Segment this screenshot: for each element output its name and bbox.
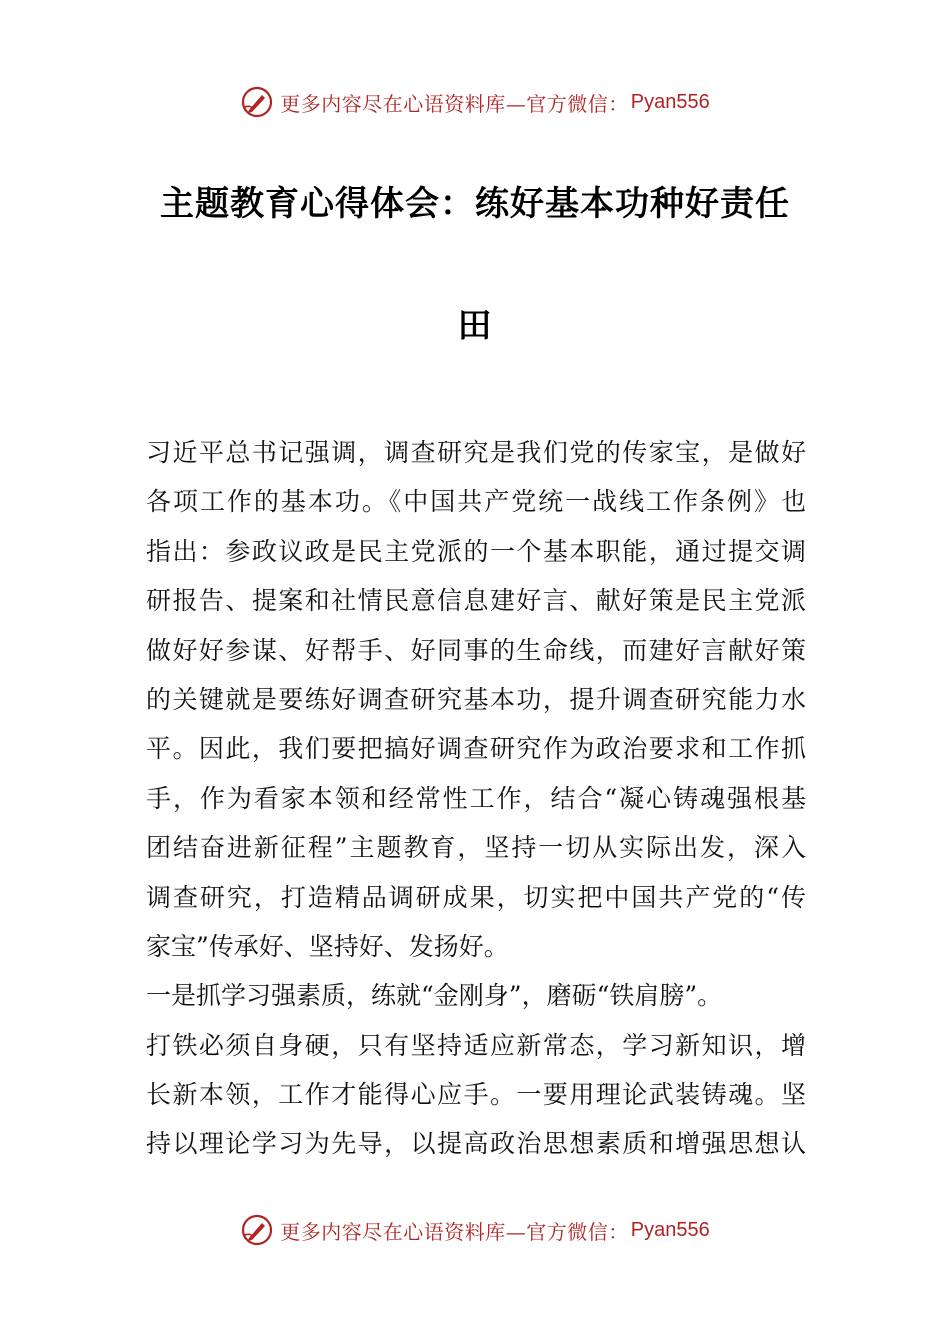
body-line: 研报告、提案和社情民意信息建好言、献好策是民主党派	[146, 586, 806, 616]
pen-logo-icon	[240, 85, 274, 119]
banner-text: 更多内容尽在心语资料库—官方微信：	[280, 1219, 629, 1244]
body-line: 平。因此，我们要把搞好调查研究作为政治要求和工作抓	[146, 734, 806, 764]
body-line: 指出：参政议政是民主党派的一个基本职能，通过提交调	[146, 536, 806, 566]
banner-text: 更多内容尽在心语资料库—官方微信：	[280, 91, 629, 116]
body-line: 持以理论学习为先导，以提高政治思想素质和增强思想认	[146, 1129, 806, 1159]
body-line: 家宝”传承好、坚持好、发扬好。	[146, 931, 509, 961]
body-line: 调查研究，打造精品调研成果，切实把中国共产党的“传	[146, 882, 806, 912]
body-line: 手，作为看家本领和经常性工作，结合“凝心铸魂强根基	[146, 783, 806, 813]
body-line: 各项工作的基本功。《中国共产党统一战线工作条例》也	[146, 487, 806, 517]
section-heading-line: 一是抓学习强素质，练就“金刚身”，磨砺“铁肩膀”。	[146, 981, 723, 1011]
page-title-line-2: 田	[457, 306, 493, 346]
wechat-id: Pyan556	[630, 90, 710, 113]
header-banner	[0, 82, 950, 122]
page-title-line-1: 主题教育心得体会：练好基本功种好责任	[160, 184, 790, 224]
body-line: 的关键就是要练好调查研究基本功，提升调查研究能力水	[146, 684, 806, 714]
body-line: 长新本领，工作才能得心应手。一要用理论武装铸魂。坚	[146, 1080, 806, 1110]
body-line: 习近平总书记强调，调查研究是我们党的传家宝，是做好	[146, 438, 806, 467]
body-line: 做好好参谋、好帮手、好同事的生命线，而建好言献好策	[146, 635, 806, 665]
pen-logo-icon	[240, 1213, 274, 1247]
footer-banner	[0, 1210, 950, 1250]
wechat-id: Pyan556	[630, 1218, 710, 1241]
body-line: 团结奋进新征程”主题教育，坚持一切从实际出发，深入	[146, 833, 806, 863]
body-line: 打铁必须自身硬，只有坚持适应新常态，学习新知识，增	[146, 1030, 806, 1060]
body-paragraphs	[146, 428, 806, 1169]
